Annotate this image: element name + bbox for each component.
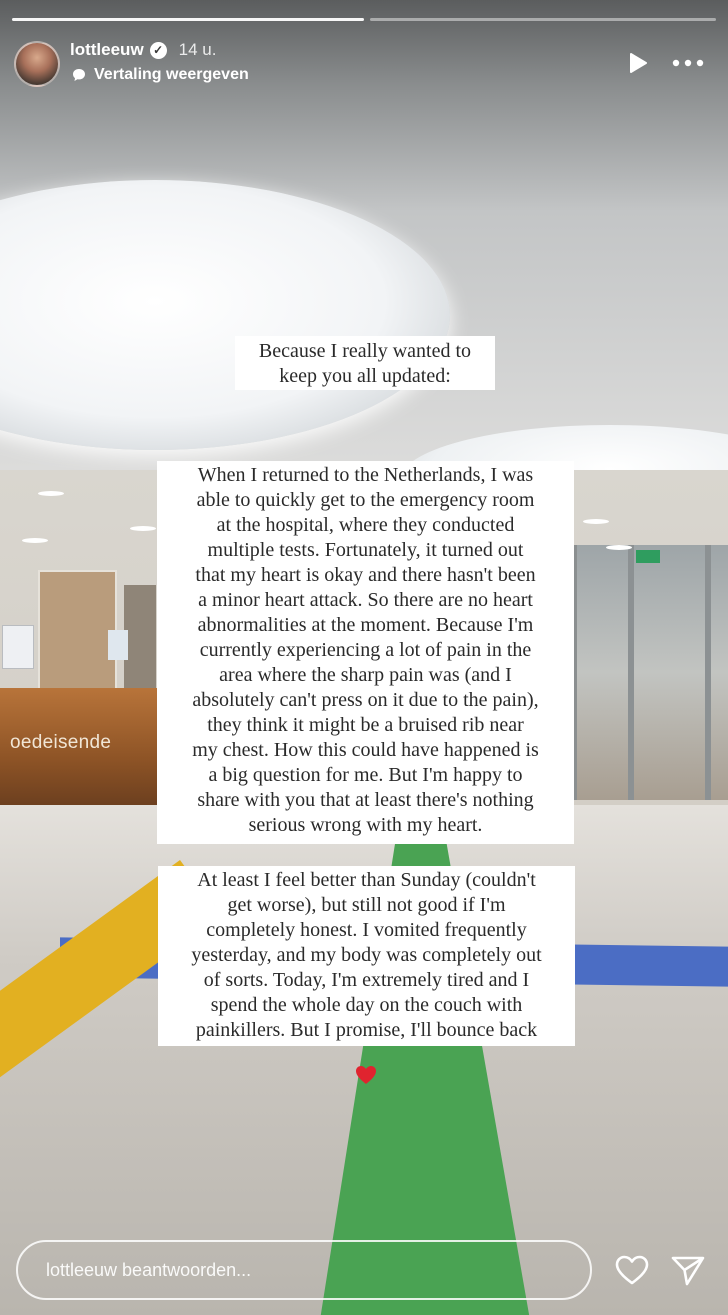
reply-input[interactable] <box>44 1259 568 1282</box>
text-line: a minor heart attack. So there are no heart <box>198 589 533 611</box>
door-frame <box>705 545 711 800</box>
text-line: get worse), but still not good if I'm <box>227 894 506 916</box>
text-line: keep you all updated: <box>279 365 451 387</box>
ceiling-spotlight <box>38 491 64 496</box>
text-line: share with you that at least there's nothing <box>197 789 534 811</box>
story-text-box-intro <box>235 336 495 390</box>
text-line: that my heart is okay and there hasn't been <box>195 564 536 586</box>
verified-badge-icon: ✓ <box>150 42 167 59</box>
speech-bubble-icon <box>72 68 86 82</box>
text-line: they think it might be a bruised rib near <box>207 714 524 736</box>
text-line: my chest. How this could have happened is <box>192 739 539 761</box>
ceiling-spotlight <box>22 538 48 543</box>
red-heart-emoji-icon <box>354 1063 378 1087</box>
post-time: 14 u. <box>178 40 217 59</box>
story-text-box-feeling <box>158 866 575 1046</box>
ceiling-spotlight <box>606 545 632 550</box>
exit-sign <box>636 550 660 563</box>
text-line: completely honest. I vomited frequently <box>206 919 527 941</box>
story-text-box-hospital <box>157 461 574 844</box>
text-line: abnormalities at the moment. Because I'm <box>197 614 534 636</box>
text-line: serious wrong with my heart. <box>248 814 483 836</box>
username[interactable]: lottleeuw <box>70 40 144 59</box>
play-icon[interactable] <box>627 52 649 74</box>
text-line: At least I feel better than Sunday (couldn't <box>197 869 536 891</box>
doorway <box>124 585 156 690</box>
heart-outline-icon[interactable] <box>614 1254 650 1286</box>
story-progress-segment-active <box>12 18 364 21</box>
wall-poster <box>108 630 128 660</box>
avatar[interactable] <box>14 41 60 87</box>
paper-plane-icon[interactable] <box>670 1254 706 1286</box>
text-line: multiple tests. Fortunately, it turned out <box>207 539 524 561</box>
text-line: able to quickly get to the emergency room <box>196 489 535 511</box>
ceiling-spotlight <box>130 526 156 531</box>
text-line: currently experiencing a lot of pain in the <box>199 639 532 661</box>
text-line: at the hospital, where they conducted <box>216 514 515 536</box>
more-dots-icon[interactable] <box>671 55 705 71</box>
text-line: yesterday, and my body was completely out <box>191 944 542 966</box>
story-progress-segment <box>370 18 716 21</box>
text-line: Because I really wanted to <box>258 340 472 362</box>
text-line: When I returned to the Netherlands, I was <box>197 464 534 486</box>
text-line: spend the whole day on the couch with <box>210 994 523 1016</box>
text-line: of sorts. Today, I'm extremely tired and I <box>203 969 530 991</box>
reply-bar[interactable] <box>16 1240 592 1300</box>
story-header <box>70 40 216 60</box>
text-line: painkillers. But I promise, I'll bounce back <box>195 1019 538 1041</box>
translate-label: Vertaling weergeven <box>94 66 249 83</box>
translate-link[interactable] <box>72 66 249 84</box>
text-line: area where the sharp pain was (and I <box>219 664 512 686</box>
reception-sign-text: oedeisende <box>10 732 112 753</box>
text-line: absolutely can't press on it due to the pain), <box>192 689 539 711</box>
text-line: a big question for me. But I'm happy to <box>208 764 523 786</box>
ceiling-spotlight <box>583 519 609 524</box>
wall-poster <box>2 625 34 669</box>
doorway <box>38 570 117 694</box>
door-frame <box>628 545 634 800</box>
